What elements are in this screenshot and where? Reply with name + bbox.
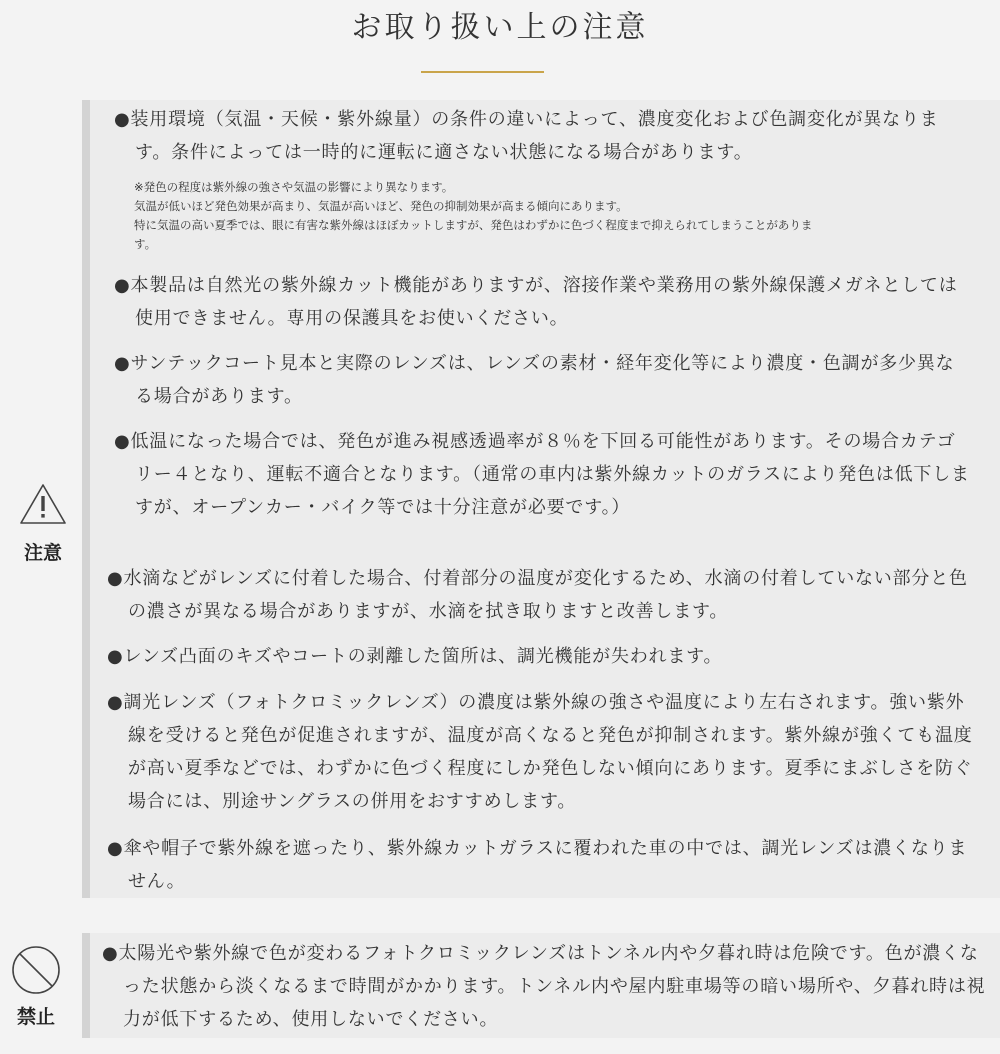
caution-item: ●水滴などがレンズに付着した場合、付着部分の温度が変化するため、水滴の付着していない部分と色の濃さが異なる場合がありますが、水滴を拭き取りますと改善します。 — [107, 568, 968, 622]
warning-triangle-icon — [18, 482, 68, 526]
page-title: お取り扱い上の注意 — [351, 10, 649, 45]
caution-item: ●調光レンズ（フォトクロミックレンズ）の濃度は紫外線の強さや温度により左右されます。強い紫外線を受けると発色が促進されますが、温度が高くなると発色が抑制されます。紫外線が強くても温度が高い夏季などでは、わずかに色づく程度にしか発色しない傾向にあります。夏季にまぶしさを防ぐ場合には、別途サングラスの併用をおすすめします。 — [107, 692, 973, 812]
prohibited-circle-icon — [10, 944, 62, 996]
caution-item: ●傘や帽子で紫外線を遮ったり、紫外線カットガラスに覆われた車の中では、調光レンズは濃くなりません。 — [107, 838, 968, 892]
caution-item: ●装用環境（気温・天候・紫外線量）の条件の違いによって、濃度変化および色調変化が異なります。条件によっては一時的に運転に適さない状態になる場合があります。 — [114, 109, 939, 163]
caution-item: ●本製品は自然光の紫外線カット機能がありますが、溶接作業や業務用の紫外線保護メガネとしては使用できません。専用の保護具をお使いください。 — [114, 275, 958, 329]
prohibit-item: ●太陽光や紫外線で色が変わるフォトクロミックレンズはトンネル内や夕暮れ時は危険です。色が濃くなった状態から淡くなるまで時間がかかります。トンネル内や屋内駐車場等の暗い場所や、夕暮れ時は視力が低下するため、使用しないでください。 — [102, 943, 986, 1030]
note-line: す。 — [134, 237, 157, 251]
caution-side-label — [18, 482, 68, 566]
note-line: 気温が低いほど発色効果が高まり、気温が高いほど、発色の抑制効果が高まる傾向にあります。 — [134, 199, 628, 213]
prohibit-label: 禁止 — [16, 1006, 55, 1028]
prohibit-side-label — [8, 944, 64, 1030]
note-line: 特に気温の高い夏季では、眼に有害な紫外線はほぼカットしますが、発色はわずかに色づく程度まで抑えられてしまうことがありま — [134, 218, 813, 232]
caution-note — [134, 178, 974, 254]
caution-item: ●レンズ凸面のキズやコートの剥離した箇所は、調光機能が失われます。 — [107, 646, 723, 667]
title-underline — [421, 71, 544, 73]
caution-label: 注意 — [23, 542, 62, 564]
note-line: ※発色の程度は紫外線の強さや気温の影響により異なります。 — [134, 180, 454, 194]
caution-item: ●サンテックコート見本と実際のレンズは、レンズの素材・経年変化等により濃度・色調が多少異なる場合があります。 — [114, 353, 955, 407]
caution-item: ●低温になった場合では、発色が進み視感透過率が８％を下回る可能性があります。その場合カテゴリー４となり、運転不適合となります。（通常の車内は紫外線カットのガラスにより発色は低下しますが、オープンカー・バイク等では十分注意が必要です。） — [114, 431, 970, 518]
